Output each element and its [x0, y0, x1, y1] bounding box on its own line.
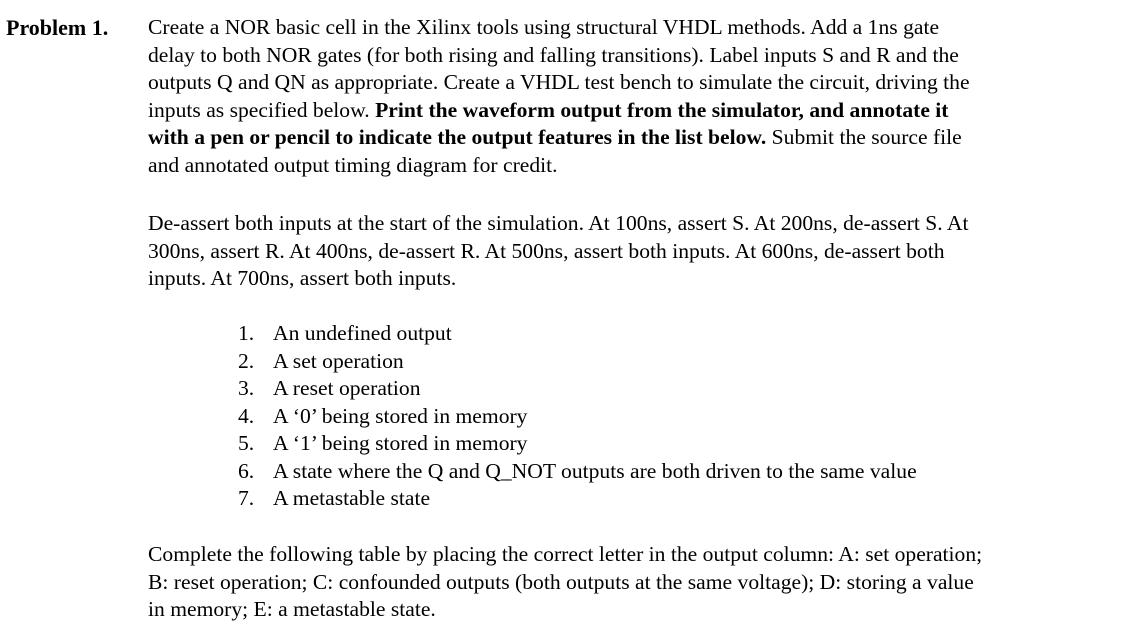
list-item-number: 4. [238, 403, 255, 428]
list-item-number: 2. [238, 348, 255, 373]
problem-label: Problem 1. [6, 15, 109, 40]
list-item [238, 320, 1098, 348]
table-instructions-line-3: in memory; E: a metastable state. [148, 597, 436, 621]
list-item [238, 348, 1098, 376]
list-item [238, 375, 1098, 403]
table-instructions-paragraph [148, 541, 1108, 624]
list-item-text: A reset operation [273, 376, 421, 400]
intro-line-5-plain: Submit the source file [766, 125, 962, 149]
list-item-number: 3. [238, 376, 255, 400]
list-item [238, 403, 1098, 431]
intro-line-5 [148, 124, 1108, 152]
schedule-line-3: inputs. At 700ns, assert both inputs. [148, 266, 457, 290]
list-item-text: A metastable state [273, 486, 431, 510]
list-item-text: A state where the Q and Q_NOT outputs are both driven to the same value [273, 458, 917, 483]
list-item-text: A ‘0’ being stored in memory [273, 403, 528, 428]
feature-list [238, 320, 1098, 513]
list-item-text: A ‘1’ being stored in memory [273, 431, 528, 455]
schedule-line-2: 300ns, assert R. At 400ns, de-assert R. At 500ns, assert both inputs. At 600ns, de-assert both [148, 238, 945, 263]
intro-line-3: outputs Q and QN as appropriate. Create a VHDL test bench to simulate the circuit, driving the [148, 70, 970, 94]
intro-line-4-bold: Print the waveform output from the simulator, and annotate it [375, 97, 949, 122]
intro-line-6: and annotated output timing diagram for credit. [148, 152, 558, 177]
table-instructions-line-1: Complete the following table by placing the correct letter in the output column: A: set operation; [148, 542, 983, 566]
list-item-text: An undefined output [273, 321, 452, 345]
list-item [238, 485, 1098, 513]
intro-line-4 [148, 97, 1108, 125]
list-item [238, 458, 1098, 486]
intro-paragraph [148, 14, 1108, 179]
schedule-line-1: De-assert both inputs at the start of the simulation. At 100ns, assert S. At 200ns, de-assert S. At [148, 211, 969, 235]
list-item [238, 430, 1098, 458]
schedule-paragraph [148, 210, 1108, 293]
list-item-number: 1. [238, 321, 255, 345]
list-item-number: 6. [238, 458, 255, 483]
list-item-number: 5. [238, 431, 255, 455]
list-item-text: A set operation [273, 348, 404, 373]
intro-line-5-bold: with a pen or pencil to indicate the output features in the list below. [148, 125, 767, 149]
table-instructions-line-2: B: reset operation; C: confounded outputs (both outputs at the same voltage); D: storing a value [148, 569, 974, 594]
intro-line-1: Create a NOR basic cell in the Xilinx tools using structural VHDL methods. Add a 1ns gate [148, 15, 940, 39]
list-item-number: 7. [238, 486, 255, 510]
intro-line-2: delay to both NOR gates (for both rising and falling transitions). Label inputs S and R and the [148, 42, 959, 67]
intro-line-4-plain: inputs as specified below. [148, 97, 376, 122]
